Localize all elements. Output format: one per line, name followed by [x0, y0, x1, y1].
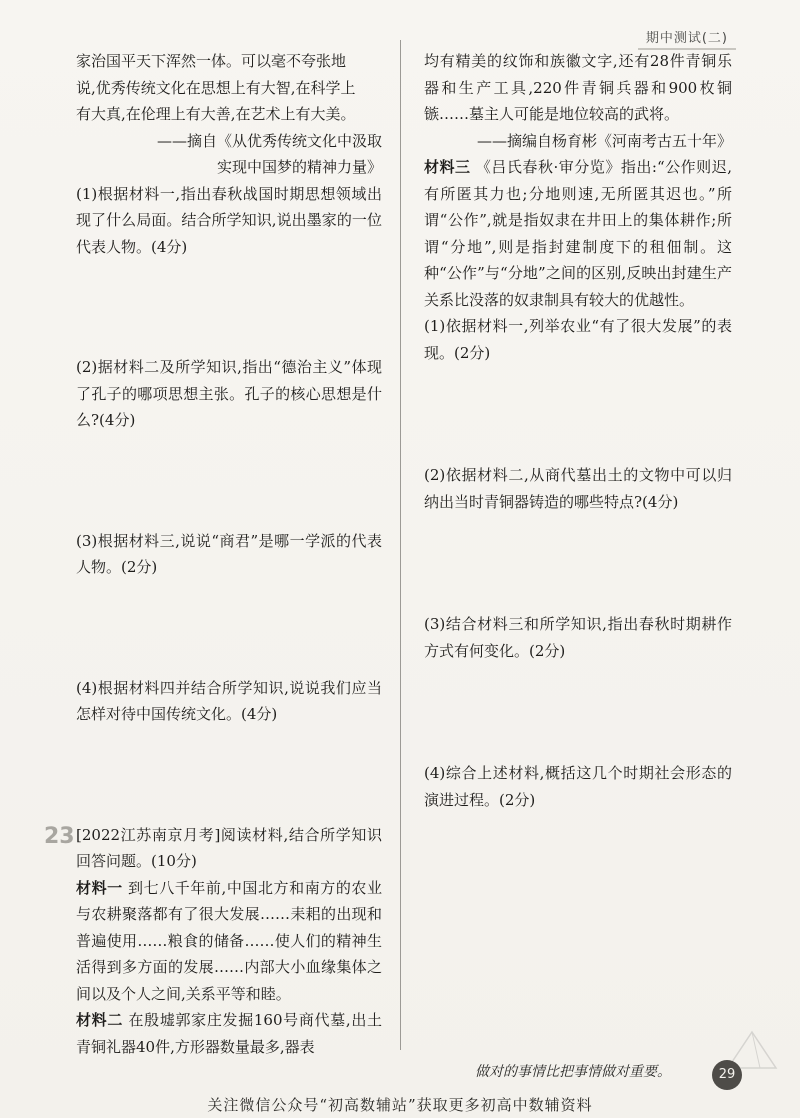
section-header-tag: 期中测试(二): [638, 26, 736, 50]
answer-space: [424, 366, 732, 462]
material-2-text: 在殷墟郭家庄发掘160号商代墓,出土青铜礼器40件,方形器数量最多,器表: [76, 1011, 382, 1056]
question-23-4: (4)综合上述材料,概括这几个时期社会形态的演进过程。(2分): [424, 764, 732, 809]
material-2-source: ——摘编自杨育彬《河南考古五十年》: [476, 131, 732, 150]
question-1: (1)根据材料一,指出春秋战国时期思想领域出现了什么局面。结合所学知识,说出墨家的一位代表人物。(4分): [76, 184, 382, 256]
material-3: [424, 154, 732, 313]
material-1: [76, 875, 382, 1008]
material-3-label: 材料三: [424, 158, 471, 176]
question-4: (4)根据材料四并结合所学知识,说说我们应当怎样对待中国传统文化。(4分): [76, 678, 382, 723]
material-2-continued: 均有精美的纹饰和族徽文字,还有28件青铜乐器和生产工具,220件青铜兵器和900枚铜镞……墓主人可能是地位较高的武将。: [424, 52, 732, 123]
question-3: (3)根据材料三,说说“商君”是哪一学派的代表人物。(2分): [76, 531, 382, 576]
source-citation-cont: 实现中国梦的精神力量》: [216, 158, 382, 176]
material-1-text: 到七八千年前,中国北方和南方的农业与农耕聚落都有了很大发展……耒耜的出现和普遍使用……粮食的储备……使人们的精神生活得到多方面的发展……内部大小血缘集体之间以及个人之间,关系平等和睦。: [76, 878, 382, 1003]
answer-space: [424, 664, 732, 760]
right-column: [424, 48, 732, 813]
answer-space: [424, 515, 732, 611]
question-number-23: 23: [44, 824, 75, 849]
text-line: 有大真,在伦理上有大善,在艺术上有大美。: [76, 105, 356, 123]
answer-space: [76, 581, 382, 675]
question-2: (2)据材料二及所学知识,指出“德治主义”体现了孔子的哪项思想主张。孔子的核心思想是什么?(4分): [76, 358, 382, 429]
bottom-note: 关注微信公众号“初高数辅站”获取更多初高中数辅资料: [207, 1096, 593, 1114]
footer-motto: 做对的事情比把事情做对重要。: [475, 1064, 671, 1080]
text-line: 家治国平天下浑然一体。可以毫不夸张地: [76, 52, 347, 70]
answer-space: [76, 434, 382, 528]
material-2-label: 材料二: [76, 1011, 124, 1029]
material-1-label: 材料一: [76, 878, 123, 897]
material-2: [76, 1007, 382, 1060]
text-line: 说,优秀传统文化在思想上有大智,在科学上: [76, 78, 356, 97]
left-column: [76, 48, 382, 1060]
answer-space: [76, 728, 382, 822]
question-23-intro: [2022江苏南京月考]阅读材料,结合所学知识回答问题。(10分): [76, 825, 382, 870]
page-number-badge: 29: [712, 1060, 742, 1090]
column-divider: [400, 40, 401, 1050]
answer-space: [76, 260, 382, 354]
question-23-3: (3)结合材料三和所学知识,指出春秋时期耕作方式有何变化。(2分): [424, 615, 732, 660]
question-23-2: (2)依据材料二,从商代墓出土的文物中可以归纳出当时青铜器铸造的哪些特点?(4分): [424, 466, 732, 511]
source-citation: ——摘自《从优秀传统文化中汲取: [156, 131, 382, 150]
question-23-1: (1)依据材料一,列举农业“有了很大发展”的表现。(2分): [424, 317, 732, 362]
material-3-text: 《吕氏春秋·审分览》指出:“公作则迟,有所匿其力也;分地则速,无所匿其迟也。”所谓“公作”,就是指奴隶在井田上的集体耕作;所谓“分地”,则是指封建制度下的租佃制。这种“公作”与“分地”之间的区别,反映出封建生产关系比没落的奴隶制具有较大的优越性。: [424, 158, 732, 309]
